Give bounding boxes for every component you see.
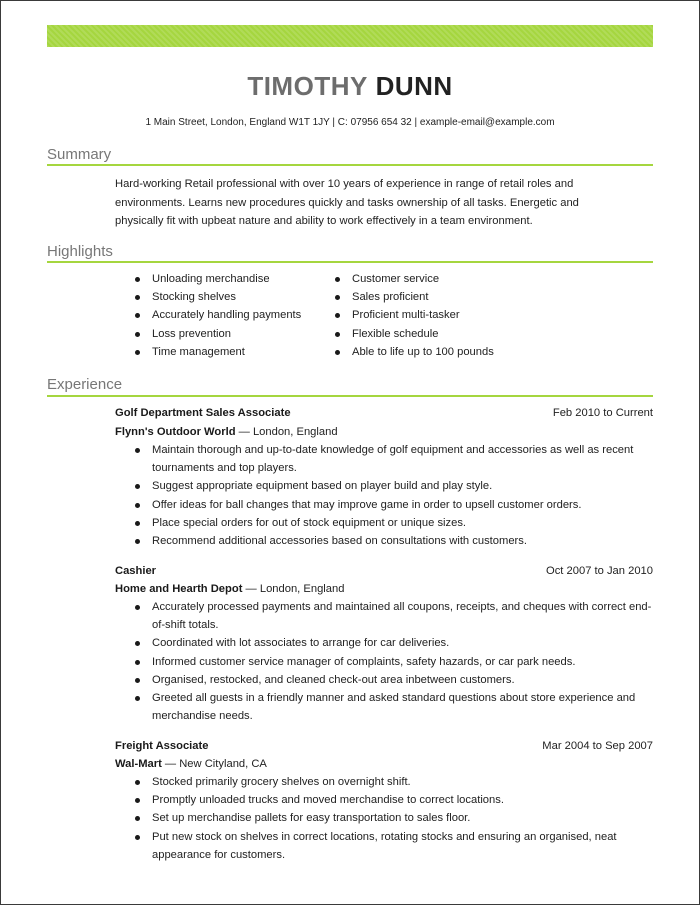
summary-line: physically fit with upbeat nature and ability to work effectively in a team environment. [115, 215, 533, 227]
company-name: Home and Hearth Depot [115, 583, 243, 595]
list-item: Accurately processed payments and maintained all coupons, receipts, and cheques with correct end-of-shift totals. [135, 598, 655, 634]
job-title: Freight Associate [115, 740, 209, 752]
company-name: Wal-Mart [115, 758, 162, 770]
bullet-icon [135, 798, 140, 803]
bullet-icon [135, 521, 140, 526]
list-item: Place special orders for out of stock equipment or unique sizes. [135, 514, 655, 532]
list-item: Organised, restocked, and cleaned check-out area inbetween customers. [135, 671, 655, 689]
highlights-right-list [335, 270, 494, 361]
list-item: Unloading merchandise [135, 270, 301, 288]
list-item: Flexible schedule [335, 325, 494, 343]
contact-line: 1 Main Street, London, England W1T 1JY | C: 07956 654 32 | example-email@example.com [145, 117, 555, 128]
highlights-heading: Highlights [47, 243, 113, 260]
company-location: — London, England [242, 583, 345, 595]
job-title: Golf Department Sales Associate [115, 407, 291, 419]
company-name: Flynn's Outdoor World [115, 426, 236, 438]
job-duties-list [135, 441, 655, 550]
job-duties-list [135, 773, 655, 864]
last-name: DUNN [375, 71, 453, 101]
summary-line: environments. Learns new procedures quickly and tasks ownership of all tasks. Energetic and [115, 196, 579, 209]
list-item: Recommend additional accessories based on consultations with customers. [135, 532, 655, 550]
list-item: Promptly unloaded trucks and moved merchandise to correct locations. [135, 791, 655, 809]
bullet-icon [135, 678, 140, 683]
summary-line: Hard-working Retail professional with over 10 years of experience in range of retail roles and [115, 178, 574, 190]
summary-heading: Summary [47, 146, 112, 163]
company-location: — London, England [235, 426, 338, 438]
job-employer [115, 425, 338, 439]
list-item: Suggest appropriate equipment based on player build and play style. [135, 477, 655, 495]
bullet-icon [135, 835, 140, 840]
job-duties-list [135, 598, 655, 725]
bullet-icon [335, 313, 340, 318]
list-item: Stocked primarily grocery shelves on overnight shift. [135, 773, 655, 791]
bullet-icon [135, 503, 140, 508]
list-item: Maintain thorough and up-to-date knowledge of golf equipment and accessories as well as recent tournaments and top players. [135, 441, 655, 477]
bullet-icon [135, 332, 140, 337]
bullet-icon [335, 332, 340, 337]
bullet-icon [135, 277, 140, 282]
list-item: Sales proficient [335, 288, 494, 306]
list-item: Coordinated with lot associates to arrange for car deliveries. [135, 634, 655, 652]
list-item: Set up merchandise pallets for easy transportation to sales floor. [135, 809, 655, 827]
bullet-icon [335, 277, 340, 282]
list-item: Informed customer service manager of complaints, safety hazards, or car park needs. [135, 653, 655, 671]
list-item: Stocking shelves [135, 288, 301, 306]
highlights-rule [47, 261, 653, 263]
job-dates: Oct 2007 to Jan 2010 [546, 565, 653, 577]
list-item: Accurately handling payments [135, 306, 301, 324]
bullet-icon [135, 641, 140, 646]
job-employer [115, 757, 267, 771]
highlights-left-list [135, 270, 301, 361]
bullet-icon [135, 660, 140, 665]
company-location: — New Cityland, CA [161, 758, 267, 770]
experience-heading: Experience [47, 376, 123, 393]
header-accent-bar [47, 25, 653, 47]
bullet-icon [135, 605, 140, 610]
list-item: Proficient multi-tasker [335, 306, 494, 324]
bullet-icon [135, 539, 140, 544]
bullet-icon [135, 696, 140, 701]
list-item: Time management [135, 343, 301, 361]
job-employer [115, 582, 344, 596]
list-item: Able to life up to 100 pounds [335, 343, 494, 361]
experience-rule [47, 395, 653, 397]
bullet-icon [135, 350, 140, 355]
summary-rule [47, 164, 653, 166]
bullet-icon [135, 313, 140, 318]
bullet-icon [135, 295, 140, 300]
summary-text [115, 175, 655, 231]
bullet-icon [135, 816, 140, 821]
list-item: Put new stock on shelves in correct locations, rotating stocks and ensuring an organised, neat appearance for customers. [135, 828, 655, 864]
job-dates: Mar 2004 to Sep 2007 [542, 740, 653, 752]
first-name: TIMOTHY [247, 71, 368, 101]
job-title: Cashier [115, 565, 157, 577]
bullet-icon [335, 350, 340, 355]
list-item: Customer service [335, 270, 494, 288]
bullet-icon [135, 448, 140, 453]
bullet-icon [135, 780, 140, 785]
bullet-icon [135, 484, 140, 489]
list-item: Loss prevention [135, 325, 301, 343]
list-item: Greeted all guests in a friendly manner and asked standard questions about store experience and merchandise needs. [135, 689, 655, 725]
job-dates: Feb 2010 to Current [552, 407, 653, 419]
list-item: Offer ideas for ball changes that may improve game in order to upsell customer orders. [135, 496, 655, 514]
candidate-name [0, 71, 700, 101]
bullet-icon [335, 295, 340, 300]
